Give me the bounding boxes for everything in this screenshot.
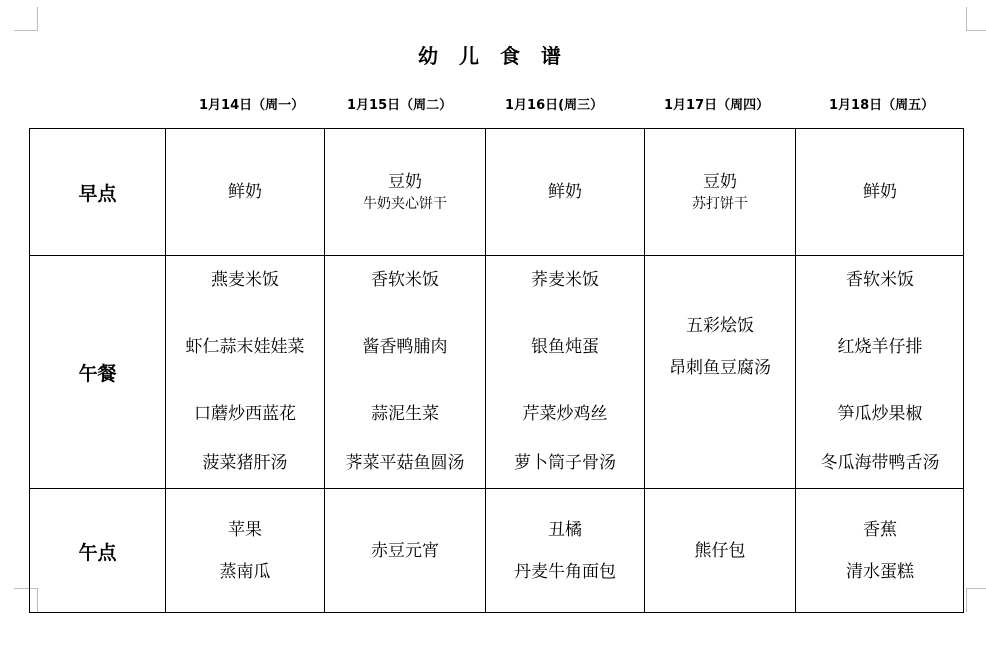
menu-item: 笋瓜炒果椒 [837,404,923,424]
menu-item: 清水蛋糕 [846,562,914,582]
menu-item: 赤豆元宵 [371,541,439,561]
crop-mark [14,30,38,31]
table-divider [30,488,963,489]
menu-table [29,128,964,613]
meal-label-snack: 午点 [78,541,117,564]
day-header: 1月15日（周二） [347,98,453,113]
menu-item: 苏打饼干 [692,196,748,212]
snack-cell-fri [796,519,964,583]
menu-item: 熊仔包 [694,541,746,561]
menu-item: 萝卜筒子骨汤 [514,453,616,473]
day-header: 1月18日（周五） [829,98,935,113]
crop-mark [966,30,986,31]
menu-item: 冬瓜海带鸭舌汤 [820,453,940,473]
menu-item: 鲜奶 [863,182,897,202]
menu-item: 豆奶 [703,172,737,192]
breakfast-cell-thu [645,171,795,215]
lunch-cell-mon [166,269,324,474]
breakfast-cell-wed [486,181,644,203]
lunch-cell-tue [325,269,485,474]
meal-label-breakfast: 早点 [78,182,117,205]
menu-item: 虾仁蒜末娃娃菜 [185,337,305,357]
lunch-cell-wed [486,269,644,474]
day-header: 1月17日（周四） [664,98,770,113]
menu-item: 鲜奶 [228,182,262,202]
breakfast-cell-fri [796,181,964,203]
snack-cell-mon [166,519,324,583]
menu-item: 牛奶夹心饼干 [363,196,447,212]
menu-item: 蒜泥生菜 [371,404,439,424]
crop-mark [37,7,38,31]
menu-item: 口蘑炒西蓝花 [194,404,296,424]
crop-mark [966,588,986,589]
menu-item: 荞麦米饭 [531,270,599,290]
menu-item: 蒸南瓜 [219,562,271,582]
menu-item: 昂刺鱼豆腐汤 [669,358,771,378]
lunch-cell-thu [645,315,795,379]
menu-item: 菠菜猪肝汤 [202,453,288,473]
menu-item: 丑橘 [548,520,582,540]
menu-item: 鲜奶 [548,182,582,202]
page-title: 幼 儿 食 谱 [418,44,568,68]
menu-item: 银鱼炖蛋 [531,337,599,357]
menu-item: 香蕉 [863,520,897,540]
menu-item: 五彩烩饭 [686,316,754,336]
menu-item: 燕麦米饭 [211,270,279,290]
menu-item: 苹果 [228,520,262,540]
crop-mark [966,588,967,612]
menu-item: 豆奶 [388,172,422,192]
breakfast-cell-mon [166,181,324,203]
menu-item: 香软米饭 [371,270,439,290]
menu-item: 芹菜炒鸡丝 [522,404,608,424]
day-header: 1月14日（周一） [199,98,305,113]
menu-item: 丹麦牛角面包 [514,562,616,582]
table-divider [30,255,963,256]
breakfast-cell-tue [325,171,485,215]
lunch-cell-fri [796,269,964,474]
menu-item: 荠菜平菇鱼圆汤 [345,453,465,473]
day-header: 1月16日(周三） [505,98,604,113]
meal-label-lunch: 午餐 [78,362,117,385]
snack-cell-wed [486,519,644,583]
menu-item: 红烧羊仔排 [837,337,923,357]
crop-mark [966,7,967,31]
snack-cell-tue [325,540,485,562]
menu-item: 香软米饭 [846,270,914,290]
menu-item: 酱香鸭脯肉 [362,337,448,357]
snack-cell-thu [645,540,795,562]
